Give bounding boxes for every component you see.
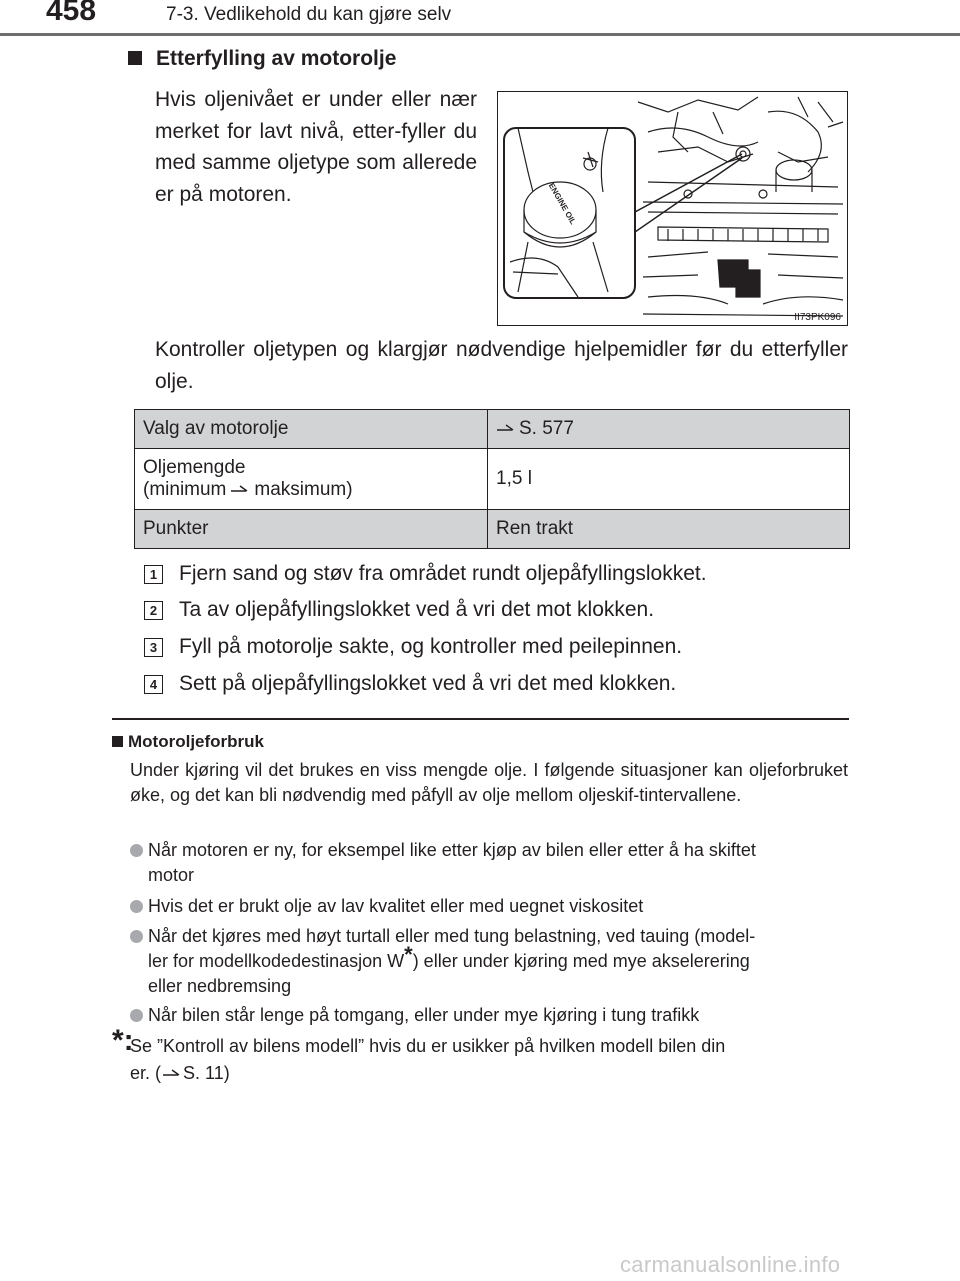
table-row bbox=[135, 410, 850, 449]
footnote bbox=[112, 1024, 852, 1087]
table-cell-value: 1,5 l bbox=[488, 449, 850, 510]
step-number: 1 bbox=[144, 565, 163, 584]
bullet-dot-icon bbox=[130, 900, 143, 913]
step-text: Fyll på motorolje sakte, og kontroller med peilepinnen. bbox=[179, 635, 683, 658]
page-number: 458 bbox=[46, 0, 97, 27]
bullet-dot-icon bbox=[130, 930, 143, 943]
bullet-text: ) eller under kjøring med mye akselerering bbox=[412, 951, 750, 971]
list-item bbox=[130, 894, 850, 919]
table-cell-value bbox=[488, 410, 850, 449]
intro-paragraph: Hvis oljenivået er under eller nær merket for lavt nivå, etter-fyller du med samme oljetype som allerede er på motoren. bbox=[155, 88, 477, 206]
section-header: 7-3. Vedlikehold du kan gjøre selv bbox=[166, 4, 452, 25]
table-row bbox=[135, 510, 850, 549]
cap-label: ENGINE OIL bbox=[546, 181, 578, 227]
footnote-marker: *: bbox=[112, 1024, 134, 1057]
label-line-2b: maksimum) bbox=[254, 479, 353, 500]
table-cell-label: Valg av motorolje bbox=[135, 410, 488, 449]
bullet-dot-icon bbox=[130, 1009, 143, 1022]
bullet-text: motor bbox=[148, 865, 195, 885]
section-title-text: Etterfylling av motorolje bbox=[156, 47, 397, 70]
arrow-right-icon bbox=[496, 421, 516, 433]
footnote-ref: S. 11) bbox=[183, 1063, 230, 1083]
bullet-text: Når bilen står lenge på tomgang, eller under mye kjøring i tung trafikk bbox=[148, 1005, 700, 1025]
subsection-title bbox=[112, 732, 264, 752]
list-item bbox=[130, 838, 850, 888]
figure-code: II73PK096 bbox=[794, 312, 841, 323]
bullet-text: Når motoren er ny, for eksempel like etter kjøp av bilen eller etter å ha skiftet bbox=[148, 840, 756, 860]
arrow-right-icon bbox=[162, 1066, 182, 1078]
step-text: Ta av oljepåfyllingslokket ved å vri det mot klokken. bbox=[179, 598, 655, 621]
step-number: 4 bbox=[144, 675, 163, 694]
asterisk-marker: * bbox=[404, 942, 413, 967]
bullet-text: eller nedbremsing bbox=[148, 976, 292, 996]
footnote-text: Se ”Kontroll av bilens modell” hvis du er usikker på hvilken modell bilen din bbox=[130, 1036, 726, 1056]
step-text: Fjern sand og støv fra området rundt oljepåfyllingslokket. bbox=[179, 562, 707, 585]
header-rule bbox=[0, 33, 960, 36]
requirements-table bbox=[134, 409, 850, 549]
label-line-1: Oljemengde bbox=[143, 457, 246, 478]
section-divider bbox=[112, 718, 849, 720]
check-paragraph: Kontroller oljetypen og klargjør nødvendige hjelpemidler før du etterfyller olje. bbox=[155, 338, 848, 393]
table-cell-label: Punkter bbox=[135, 510, 488, 549]
watermark: carmanualsonline.info bbox=[620, 1252, 841, 1277]
bullet-text: ler for modellkodedestinasjon W bbox=[148, 951, 405, 971]
list-item bbox=[130, 1003, 850, 1028]
bullet-text: Når det kjøres med høyt turtall eller med tung belastning, ved tauing (model- bbox=[148, 926, 756, 946]
section-title bbox=[128, 47, 396, 71]
engine-illustration bbox=[498, 92, 848, 326]
arrow-right-icon bbox=[230, 482, 250, 494]
label-line-2a: (minimum bbox=[143, 479, 227, 500]
step-text: Sett på oljepåfyllingslokket ved å vri det med klokken. bbox=[179, 672, 677, 695]
consumption-body: Under kjøring vil det brukes en viss mengde olje. I følgende situasjoner kan oljeforbruket øke, og det kan bli nødvendig med påfyll av olje mellom oljeskif-tintervallene. bbox=[130, 760, 848, 805]
bullet-text: Hvis det er brukt olje av lav kvalitet eller med uegnet viskositet bbox=[148, 896, 644, 916]
subsection-title-text: Motoroljeforbruk bbox=[128, 732, 264, 751]
footnote-text: er. ( bbox=[130, 1063, 162, 1083]
step-number: 3 bbox=[144, 638, 163, 657]
page-ref: S. 577 bbox=[519, 418, 574, 439]
table-row bbox=[135, 449, 850, 510]
table-cell-label bbox=[135, 449, 488, 510]
list-item bbox=[130, 924, 850, 999]
step-number: 2 bbox=[144, 601, 163, 620]
bullet-dot-icon bbox=[130, 844, 143, 857]
table-cell-value: Ren trakt bbox=[488, 510, 850, 549]
engine-oil-figure bbox=[497, 91, 848, 326]
square-bullet-icon bbox=[112, 736, 123, 747]
square-bullet-icon bbox=[128, 51, 142, 65]
